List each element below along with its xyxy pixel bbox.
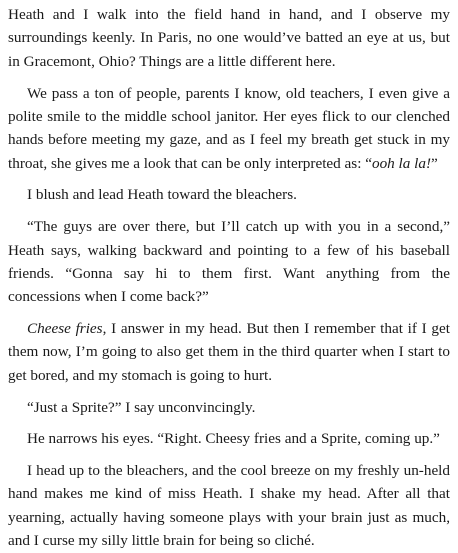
- paragraph-text: We pass a ton of people, parents I know, old teachers, I even give a polite smile to the middle school janitor. Her eyes flick to our clenched hands before meeting my gaze, and as I feel my breath get stuck in my throat, she gives me a look that can be only interpreted as: “: [8, 84, 450, 172]
- paragraph-text: I blush and lead Heath toward the bleachers.: [27, 186, 297, 204]
- paragraph-italic-text: Cheese fries: [27, 320, 103, 338]
- paragraph-text: “Just a Sprite?” I say unconvincingly.: [27, 398, 256, 416]
- paragraph: [8, 215, 450, 309]
- paragraph-italic-text: ooh la la!: [371, 154, 432, 172]
- paragraph-text: I head up to the bleachers, and the cool breeze on my freshly un-held hand makes me kind of miss Heath. I shake my head. After all that yearning, actually having someone plays with your brain just as much, and I curse my silly little brain for being so cliché.: [8, 461, 450, 550]
- paragraph-text: He narrows his eyes. “Right. Cheesy fries and a Sprite, coming up.”: [27, 430, 440, 448]
- paragraph: [8, 82, 450, 176]
- paragraph: [8, 427, 450, 450]
- paragraph: [8, 459, 450, 553]
- paragraph: [8, 317, 450, 387]
- paragraph: [8, 396, 450, 419]
- paragraph: [8, 183, 450, 206]
- paragraph-text: “The guys are over there, but I’ll catch up with you in a second,” Heath says, walking backward and pointing to a few of his baseball friends. “Gonna say hi to them first. Want anything from the concessions when I come back?”: [8, 218, 450, 306]
- paragraph-text: , I answer in my head. But then I remember that if I get them now, I’m going to also get them in the third quarter when I start to get bored, and my stomach is going to hurt.: [8, 320, 450, 384]
- paragraph-text: ”: [431, 154, 438, 172]
- paragraph-text: Heath and I walk into the field hand in hand, and I observe my surroundings keenly. In Paris, no one would’ve batted an eye at us, but in Gracemont, Ohio? Things are a little different here.: [8, 6, 450, 70]
- paragraph: [8, 3, 450, 73]
